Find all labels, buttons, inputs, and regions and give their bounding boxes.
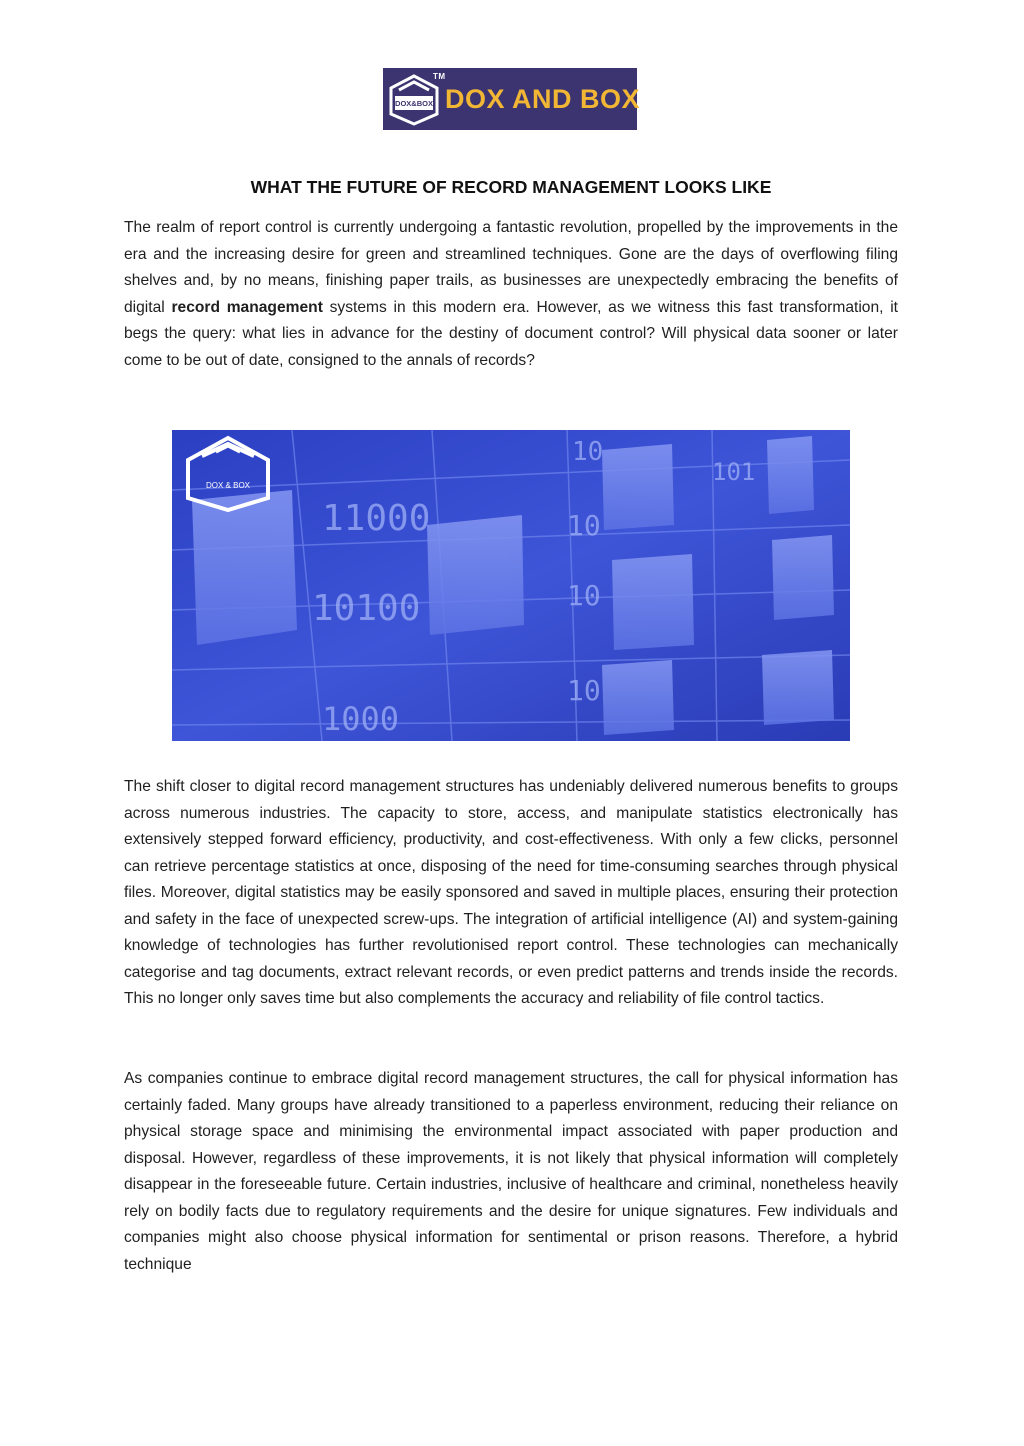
folder-icon (192, 490, 297, 645)
digital-files-illustration (172, 430, 850, 741)
folder-icon (767, 436, 814, 514)
binary-digits: 11000 (322, 498, 431, 539)
intro-paragraph (124, 215, 898, 374)
binary-digits: 10100 (312, 588, 421, 629)
intro-text-b: systems in this modern era. However, as we witness this fast transformation, it begs the query: what lies in advance for the destiny of document control? Will physical data sooner or later come to be out of date, consigned to the annals of records? (124, 298, 898, 369)
transition-paragraph: As companies continue to embrace digital record management structures, the call for physical information has certainly faded. Many groups have already transitioned to a paperless environment, reducing their reliance on physical storage space and minimising the environmental impact associated with paper production and disposal. However, regardless of these improvements, it is not likely that physical information will completely disappear in the foreseeable future. Certain industries, inclusive of healthcare and criminal, nonetheless heavily rely on bodily facts due to regulatory requirements and the desire for unique signatures. Few individuals and companies might also choose physical information for sentimental or prison reasons. Therefore, a hybrid technique (124, 1070, 898, 1273)
folder-icon (602, 660, 674, 735)
article-title: WHAT THE FUTURE OF RECORD MANAGEMENT LOOKS LIKE (250, 177, 772, 197)
folder-icon (762, 650, 834, 725)
folder-icon (602, 444, 674, 530)
benefits-paragraph: The shift closer to digital record management structures has undeniably delivered numerous benefits to groups across numerous industries. The capacity to store, access, and manipulate statistics electronically has extensively stepped forward efficiency, productivity, and cost-effectiveness. With only a few clicks, personnel can retrieve percentage statistics at once, disposing of the need for time-consuming searches through physical files. Moreover, digital statistics may be easily sponsored and saved in multiple places, ensuring their protection and safety in the face of unexpected screw-ups. The integration of artificial intelligence (AI) and system-gaining knowledge of technologies has further revolutionised report control. These technologies can mechanically categorise and tag documents, extract relevant records, or even predict patterns and trends inside the records. This no longer only saves time but also complements the accuracy and reliability of file control tactics. (124, 778, 898, 1007)
binary-digits: 101 (712, 458, 756, 486)
binary-digits: 10 (572, 437, 604, 467)
binary-digits: 10 (567, 674, 601, 707)
binary-digits: 1000 (322, 700, 400, 738)
intro-text-a: The realm of report control is currently undergoing a fantastic revolution, propelled by the improvements in the era and the increasing desire for green and streamlined techniques. Gone are the days of overflowing filing shelves and, by no means, finishing paper trails, as businesses are unexpectedly embracing the benefits of digital (124, 219, 898, 316)
folder-icon (427, 515, 524, 635)
hero-image (172, 430, 850, 741)
binary-digits: 10 (567, 579, 601, 612)
logo-badge-text: DOX&BOX (395, 99, 433, 108)
trademark-mark: TM (433, 72, 446, 81)
folder-icon (772, 535, 834, 620)
badge-text: DOX & BOX (205, 481, 251, 490)
intro-bold-term: record management (171, 298, 323, 316)
logo-wordmark: DOX AND BOX (445, 84, 641, 114)
folder-icon (612, 554, 694, 650)
brand-logo (383, 68, 641, 130)
binary-digits: 10 (567, 509, 601, 542)
